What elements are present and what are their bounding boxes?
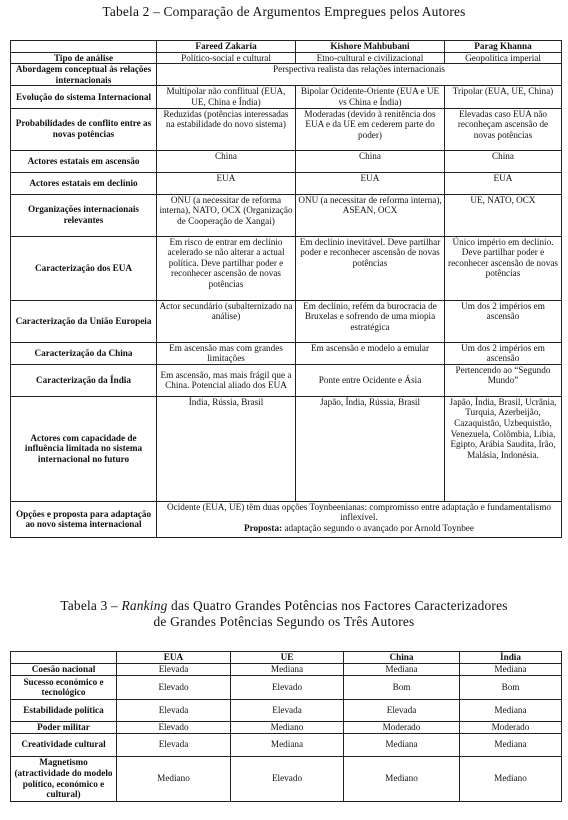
table-row [11, 501, 562, 537]
table-cell: Elevado [231, 756, 344, 801]
table-cell: Moderadas (devido à renitência dos EUA e da UE em cederem parte do poder) [296, 108, 445, 150]
table-cell: Moderado [344, 721, 460, 733]
table-row [11, 64, 562, 86]
table-cell: Elevada [344, 699, 460, 721]
table-cell: Elevada [117, 733, 231, 756]
table-cell: EUA [296, 172, 445, 194]
table-row [11, 675, 562, 699]
table-cell: Mediano [460, 756, 562, 801]
table-cell: Etno-cultural e civilizacional [296, 52, 445, 64]
table-row [11, 396, 562, 501]
table-cell: China [157, 150, 296, 172]
header-cell: Parag Khanna [445, 41, 562, 53]
table-cell: UE, NATO, OCX [445, 194, 562, 236]
table3-caption-prefix: Tabela 3 – [60, 598, 122, 613]
table-row [11, 52, 562, 64]
header-cell: Índia [460, 652, 562, 664]
table3-caption-line2: de Grandes Potências Segundo os Três Autores [153, 614, 415, 629]
table-cell: EUA [157, 172, 296, 194]
table-cell: Elevada [117, 663, 231, 675]
merged-cell-text: Ocidente (EUA, UE) têm duas opções Toynbeenianas: compromisso entre adaptação e fundamentalismo inflexível. [167, 501, 551, 523]
merged-cell [157, 501, 562, 537]
comparison-table [10, 40, 562, 538]
row-label: Creatividade cultural [11, 733, 117, 756]
table3-caption-italic: Ranking [121, 598, 168, 613]
table3-caption [0, 598, 568, 630]
table-cell: Elevada [231, 699, 344, 721]
table-header-row [11, 652, 562, 664]
table-cell: Político-social e cultural [157, 52, 296, 64]
row-label: Poder militar [11, 721, 117, 733]
table3-caption-suffix: das Quatro Grandes Potências nos Factores Caracterizadores [167, 598, 508, 613]
table-cell: Um dos 2 impérios em ascensão [445, 342, 562, 364]
table-cell: Único império em declínio. Deve partilhar poder e reconhecer ascensão de novas potências [445, 236, 562, 300]
table2-caption: Tabela 2 – Comparação de Argumentos Empregues pelos Autores [102, 4, 466, 19]
header-cell: UE [231, 652, 344, 664]
row-label: Sucesso económico e tecnológico [11, 675, 117, 699]
table-row [11, 721, 562, 733]
table-cell: Actor secundário (subalternizado na análise) [157, 300, 296, 342]
table-row [11, 236, 562, 300]
row-label: Tipo de análise [11, 52, 157, 64]
table-row [11, 300, 562, 342]
table-cell: Japão, Índia, Brasil, Ucrânia, Turquia, Azerbeijão, Cazaquistão, Uzbequistão, Venezuela, Colômbia, Líbia, Egipto, Arábia Saudita, Irão, Malásia, Indonésia. [445, 396, 562, 501]
table-cell: Japão, Índia, Rússia, Brasil [296, 396, 445, 501]
table-cell: Elevado [117, 721, 231, 733]
table-cell: Pertencendo ao “Segundo Mundo” [445, 364, 562, 396]
table-cell: Em ascensão e modelo a emular [296, 342, 445, 364]
row-label: Caracterização dos EUA [11, 236, 157, 300]
table-cell: Elevado [117, 675, 231, 699]
table-cell: Geopolítica imperial [445, 52, 562, 64]
row-label: Magnetismo (atractividade do modelo político, económico e cultural) [11, 756, 117, 801]
table-cell: Mediano [231, 721, 344, 733]
header-cell: Kishore Mahbubani [296, 41, 445, 53]
table-cell: Mediana [344, 733, 460, 756]
table-cell: Em declínio inevitável. Deve partilhar poder e reconhecer ascensão de novas potências [296, 236, 445, 300]
table-cell: Elevadas caso EUA não reconheçam ascensão de novas potências [445, 108, 562, 150]
table-cell: Elevado [231, 675, 344, 699]
table-cell: Mediana [460, 733, 562, 756]
header-cell: Fareed Zakaria [157, 41, 296, 53]
table-cell: Índia, Rússia, Brasil [157, 396, 296, 501]
row-label: Caracterização da Índia [11, 364, 157, 396]
table-row [11, 150, 562, 172]
table-row [11, 699, 562, 721]
table-cell: Em risco de entrar em declínio acelerado se não alterar a actual política. Deve partilhar poder e reconhecer ascensão de novas potências [157, 236, 296, 300]
row-label: Evolução do sistema Internacional [11, 86, 157, 108]
table-cell: Em declínio, refém da burocracia de Bruxelas e sofrendo de uma miopia estratégica [296, 300, 445, 342]
header-cell: EUA [117, 652, 231, 664]
row-label: Abordagem conceptual às relações internacionais [11, 64, 157, 86]
header-corner-cell [11, 652, 117, 664]
table-cell: Elevada [117, 699, 231, 721]
row-label: Actores com capacidade de influência limitada no sistema internacional no futuro [11, 396, 157, 501]
table-cell: Bom [344, 675, 460, 699]
table-row [11, 86, 562, 108]
table-cell: Multipolar não conflitual (EUA, UE, China e Índia) [157, 86, 296, 108]
table-cell: Mediana [460, 699, 562, 721]
table-row [11, 172, 562, 194]
table-row [11, 733, 562, 756]
table-cell: Reduzidas (potências interessadas na estabilidade do novo sistema) [157, 108, 296, 150]
table-cell: Mediano [344, 756, 460, 801]
table-cell: China [445, 150, 562, 172]
table-row [11, 663, 562, 675]
table-cell: Ponte entre Ocidente e Ásia [296, 364, 445, 396]
row-label: Actores estatais em ascensão [11, 150, 157, 172]
table-cell: Mediana [231, 733, 344, 756]
ranking-table [10, 651, 562, 802]
row-label: Estabilidade política [11, 699, 117, 721]
table-header-row [11, 41, 562, 53]
table-cell: ONU (a necessitar de reforma interna), ASEAN, OCX [296, 194, 445, 236]
table-cell: Em ascensão mas com grandes limitações [157, 342, 296, 364]
proposal-label: Proposta: [244, 522, 283, 533]
table-cell: Mediana [460, 663, 562, 675]
table-cell: Bom [460, 675, 562, 699]
row-label: Actores estatais em declínio [11, 172, 157, 194]
table-cell: Mediana [231, 663, 344, 675]
table-cell: Bipolar Ocidente-Oriente (EUA e UE vs China e Índia) [296, 86, 445, 108]
table-row [11, 342, 562, 364]
table-cell: China [296, 150, 445, 172]
header-cell: China [344, 652, 460, 664]
row-label: Caracterização da União Europeia [11, 300, 157, 342]
row-label: Organizações internacionais relevantes [11, 194, 157, 236]
table-row [11, 756, 562, 801]
table-row [11, 108, 562, 150]
table-cell: ONU (a necessitar de reforma interna), NATO, OCX (Organização de Cooperação de Xangai) [157, 194, 296, 236]
row-label: Opções e proposta para adaptação ao novo sistema internacional [11, 501, 157, 537]
table-row [11, 194, 562, 236]
merged-cell-text: Perspectiva realista das relações internacionais [273, 64, 445, 75]
table-cell: Tripolar (EUA, UE, China) [445, 86, 562, 108]
table-row [11, 364, 562, 396]
proposal-text: adaptação segundo o avançado por Arnold Toynbee [282, 522, 474, 533]
header-corner-cell [11, 41, 157, 53]
table-cell: Em ascensão, mas mais frágil que a China. Potencial aliado dos EUA [157, 364, 296, 396]
table-cell: Mediano [117, 756, 231, 801]
table-cell: Mediana [344, 663, 460, 675]
table-cell: Moderado [460, 721, 562, 733]
merged-cell [157, 64, 562, 86]
row-label: Probabilidades de conflito entre as novas potências [11, 108, 157, 150]
row-label: Caracterização da China [11, 342, 157, 364]
row-label: Coesão nacional [11, 663, 117, 675]
table-cell: Um dos 2 impérios em ascensão [445, 300, 562, 342]
table-cell: EUA [445, 172, 562, 194]
